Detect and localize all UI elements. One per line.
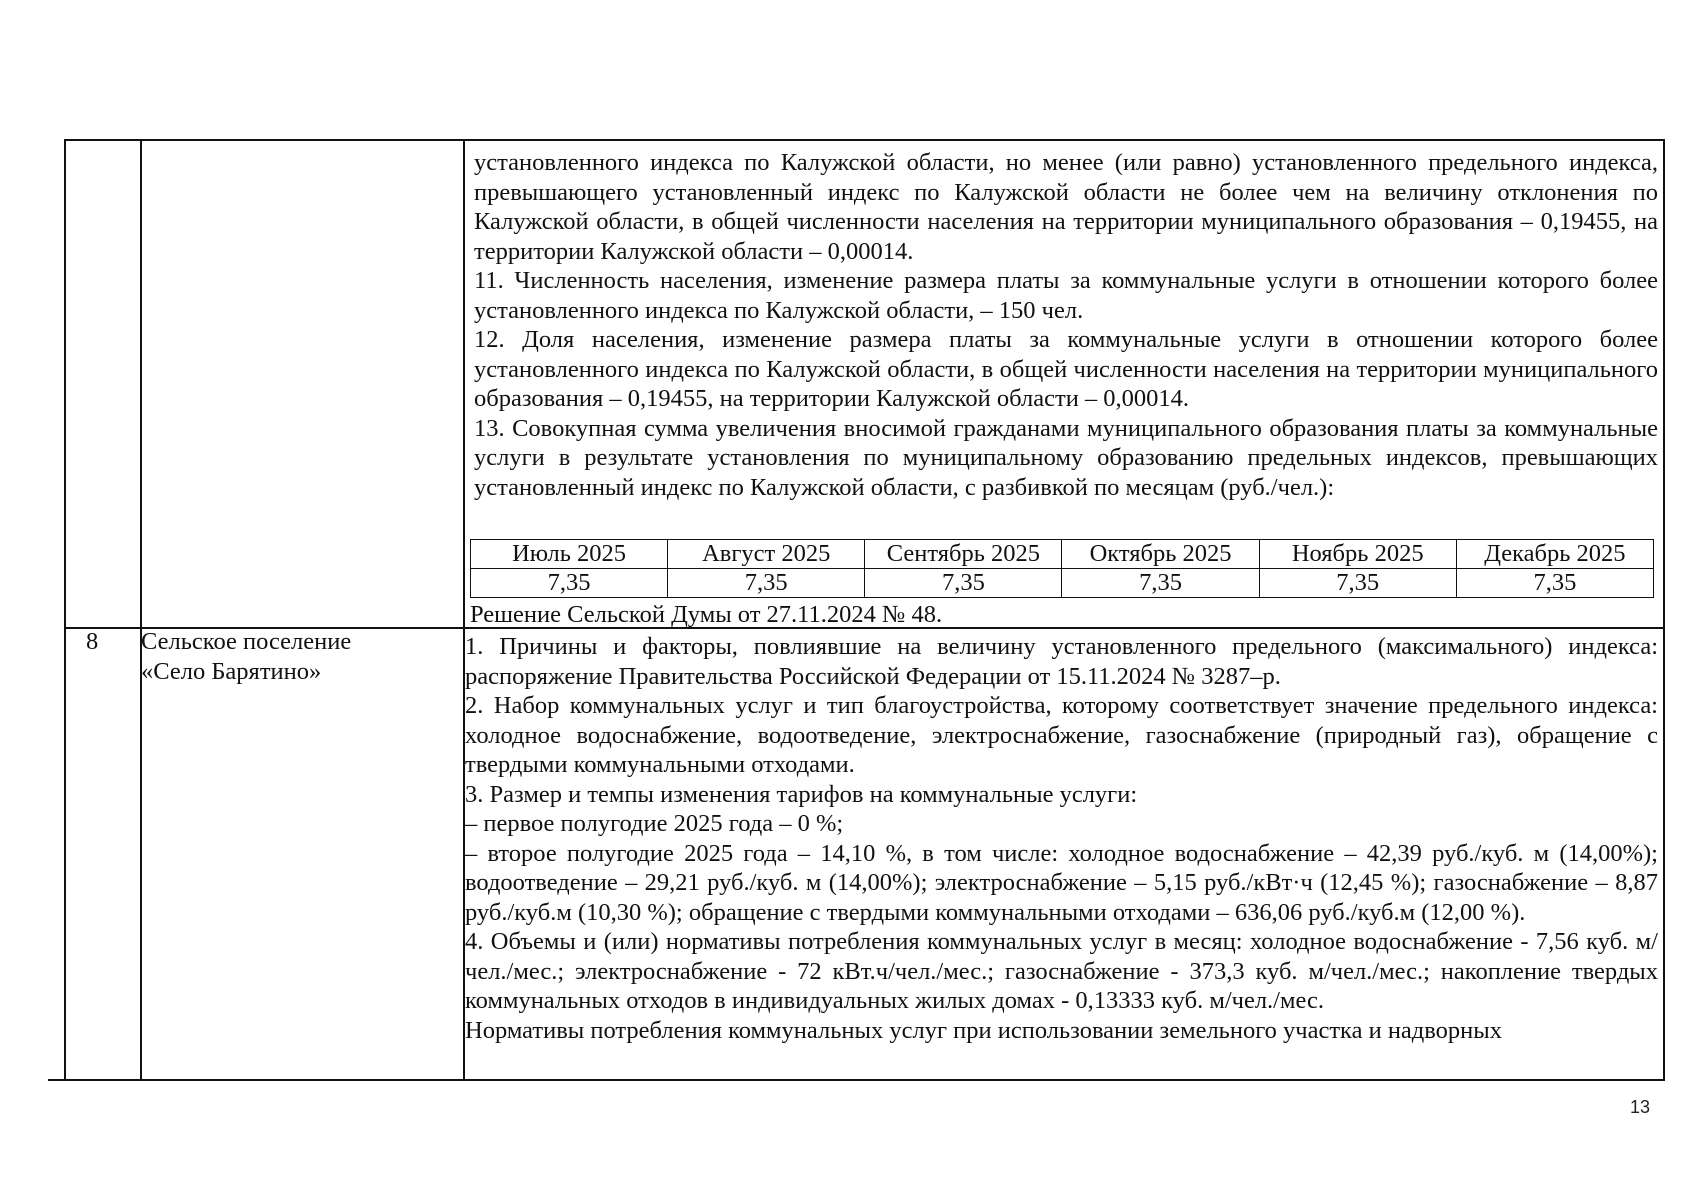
month-value: 7,35 — [471, 569, 668, 598]
row8-item-2: 2. Набор коммунальных услуг и тип благоустройства, которому соответствует значение предельного индекса: холодное водоснабжение, водоотведение, электроснабжение, газоснабжение (природный газ), обращение с твердыми коммунальными отходами. — [465, 692, 1658, 778]
month-header: Август 2025 — [668, 540, 865, 569]
row8-item-3: 3. Размер и темпы изменения тарифов на коммунальные услуги: — [465, 780, 1138, 808]
table-header-row — [471, 540, 1654, 569]
month-value: 7,35 — [1456, 569, 1653, 598]
row7-item-13: 13. Совокупная сумма увеличения вносимой гражданами муниципального образования платы за коммунальные услуги в результате установления по муниципальному образованию предельных индексов, превышающих установленный индекс по Калужской области, с разбивкой по месяцам (руб./чел.): — [474, 414, 1658, 501]
row8-item-1: 1. Причины и факторы, повлиявшие на величину установленного предельного (максимального) индекса: распоряжение Правительства Российской Федерации от 15.11.2024 № 3287–р. — [465, 633, 1658, 690]
month-value: 7,35 — [1259, 569, 1456, 598]
row7-decision: Решение Сельской Думы от 27.11.2024 № 48. — [470, 601, 943, 628]
row8-item-4: 4. Объемы и (или) нормативы потребления коммунальных услуг в месяц: холодное водоснабжение - 7,56 куб. м/чел./мес.; электроснабжение - 72 кВт.ч/чел./мес.; газоснабжение - 373,3 куб. м/чел./мес.; накопление твердых коммунальных отходов в индивидуальных жилых домах - 0,13333 куб. м/чел./мес. — [465, 928, 1658, 1014]
row7-item-11: 11. Численность населения, изменение размера платы за коммунальные услуги в отношении которого более установленного индекса по Калужской области, – 150 чел. — [474, 267, 1658, 324]
table-border-bottom — [48, 1079, 1665, 1081]
settlement-name-line1: Сельское поселение — [141, 628, 352, 655]
month-value: 7,35 — [865, 569, 1062, 598]
row7-item-12: 12. Доля населения, изменение размера платы за коммунальные услуги в отношении которого более установленного индекса по Калужской области, в общей численности населения на территории муниципального образования – 0,19455, на территории Калужской области – 0,00014. — [474, 326, 1658, 412]
row8-second-half: – второе полугодие 2025 года – 14,10 %, в том числе: холодное водоснабжение – 42,39 руб./куб. м (14,00%); водоотведение – 29,21 руб./куб. м (14,00%); электроснабжение – 5,15 руб./кВт·ч (12,45 %); газоснабжение – 8,87 руб./куб.м (10,30 %); обращение с твердыми коммунальными отходами – 636,06 руб./куб.м (12,00 %). — [465, 839, 1658, 926]
month-header: Июль 2025 — [471, 540, 668, 569]
settlement-name-line2: «Село Барятино» — [141, 658, 322, 685]
table-row — [471, 569, 1654, 598]
month-value: 7,35 — [1062, 569, 1259, 598]
row8-first-half: – первое полугодие 2025 года – 0 %; — [465, 810, 844, 837]
month-header: Декабрь 2025 — [1456, 540, 1653, 569]
row8-description — [465, 632, 1658, 1045]
row8-norms-continued: Нормативы потребления коммунальных услуг при использовании земельного участка и надворных — [465, 1016, 1502, 1044]
monthly-increase-table — [470, 539, 1654, 598]
settlement-name — [141, 627, 441, 687]
month-value: 7,35 — [668, 569, 865, 598]
month-header: Сентябрь 2025 — [865, 540, 1062, 569]
table-border-left — [64, 139, 66, 1081]
table-border-right — [1663, 139, 1665, 1081]
table-border-top — [64, 139, 1665, 141]
table-column-divider-1 — [140, 139, 142, 1081]
month-header: Октябрь 2025 — [1062, 540, 1259, 569]
month-header: Ноябрь 2025 — [1259, 540, 1456, 569]
row7-description — [474, 148, 1658, 502]
row7-paragraph: установленного индекса по Калужской области, но менее (или равно) установленного предельного индекса, превышающего установленный индекс по Калужской области не более чем на величину отклонения по Калужской области, в общей численности населения на территории муниципального образования – 0,19455, на территории Калужской области – 0,00014. — [474, 149, 1658, 265]
page-number: 13 — [1630, 1097, 1651, 1117]
row-number: 8 — [86, 628, 99, 655]
